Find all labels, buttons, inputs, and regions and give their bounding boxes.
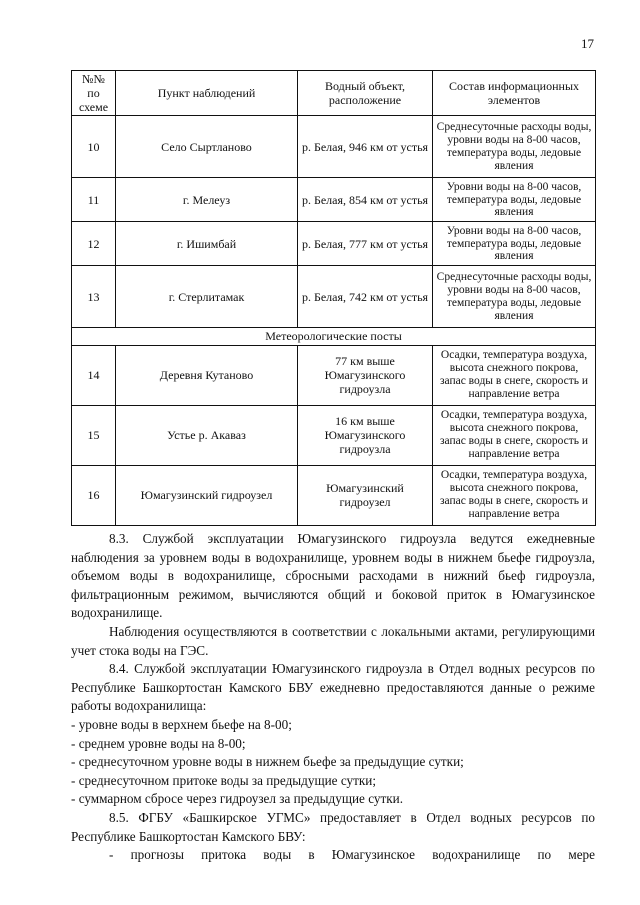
table-header-row <box>72 71 596 116</box>
cell-elements: Среднесуточные расходы воды, уровни воды на 8-00 часов, температура воды, ледовые явления <box>433 116 596 178</box>
list-item: - среднем уровне воды на 8-00; <box>71 735 246 751</box>
table-row <box>72 345 596 405</box>
cell-elements: Осадки, температура воздуха, высота снежного покрова, запас воды в снеге, скорость и направление ветра <box>433 465 596 525</box>
cell-num: 13 <box>72 266 116 328</box>
table-row <box>72 465 596 525</box>
cell-num: 15 <box>72 405 116 465</box>
paragraph-8-5: 8.5. ФГБУ «Башкирское УГМС» предоставляет в Отдел водных ресурсов по Республике Башкортостан Камского БВУ: <box>71 809 595 844</box>
header-object: Водный объект, расположение <box>298 71 433 116</box>
list-item: - суммарном сбросе через гидроузел за предыдущие сутки. <box>71 791 403 807</box>
section-title-meteo: Метеорологические посты <box>72 328 596 345</box>
cell-num: 10 <box>72 116 116 178</box>
paragraph-8-3-note: Наблюдения осуществляются в соответствии с локальными актами, регулирующими учет стока воды на ГЭС. <box>71 623 595 658</box>
table-row <box>72 222 596 266</box>
paragraph-8-3: 8.3. Службой эксплуатации Юмагузинского гидроузла ведутся ежедневные наблюдения за уровнем воды в водохранилище, уровнем воды в нижнем бьефе гидроузла, объемом воды в водохранилище, сбросными расходами в нижний бьеф гидроузла, фильтрационным режимом, вычисляются общий и боковой приток в Юмагузинское водохранилище. <box>71 531 595 621</box>
cell-object: Юмагузинский гидроузел <box>298 465 433 525</box>
cell-elements: Осадки, температура воздуха, высота снежного покрова, запас воды в снеге, скорость и направление ветра <box>433 405 596 465</box>
list-item: - уровне воды в верхнем бьефе на 8-00; <box>71 716 292 732</box>
list-item: - среднесуточном притоке воды за предыдущие сутки; <box>71 772 376 788</box>
list-item: - среднесуточном уровне воды в нижнем бьефе за предыдущие сутки; <box>71 754 464 770</box>
page-number: 17 <box>581 36 594 51</box>
cell-num: 11 <box>72 178 116 222</box>
cell-object: р. Белая, 946 км от устья <box>298 116 433 178</box>
cell-elements: Осадки, температура воздуха, высота снежного покрова, запас воды в снеге, скорость и направление ветра <box>433 345 596 405</box>
cell-point: Устье р. Акаваз <box>116 405 298 465</box>
table-row <box>72 405 596 465</box>
cell-elements: Уровни воды на 8-00 часов, температура воды, ледовые явления <box>433 178 596 222</box>
cell-elements: Среднесуточные расходы воды, уровни воды на 8-00 часов, температура воды, ледовые явления <box>433 266 596 328</box>
table-row <box>72 178 596 222</box>
cell-point: г. Стерлитамак <box>116 266 298 328</box>
cell-object: 77 км выше Юмагузинского гидроузла <box>298 345 433 405</box>
cell-object: 16 км выше Юмагузинского гидроузла <box>298 405 433 465</box>
cell-point: Село Сыртланово <box>116 116 298 178</box>
cell-object: р. Белая, 742 км от устья <box>298 266 433 328</box>
section-row-meteo <box>72 328 596 345</box>
cell-point: Деревня Кутаново <box>116 345 298 405</box>
paragraph-8-5-item: - прогнозы притока воды в Юмагузинское водохранилище по мере <box>109 847 595 863</box>
cell-elements: Уровни воды на 8-00 часов, температура воды, ледовые явления <box>433 222 596 266</box>
paragraph-8-4: 8.4. Службой эксплуатации Юмагузинского гидроузла в Отдел водных ресурсов по Республике Башкортостан Камского БВУ ежедневно предоставляются данные о режиме работы водохранилища: <box>71 661 595 714</box>
cell-num: 16 <box>72 465 116 525</box>
body-text <box>71 530 595 865</box>
cell-point: г. Мелеуз <box>116 178 298 222</box>
observation-points-table <box>71 70 596 526</box>
cell-object: р. Белая, 777 км от устья <box>298 222 433 266</box>
header-elements: Состав информационных элементов <box>433 71 596 116</box>
cell-num: 14 <box>72 345 116 405</box>
cell-point: Юмагузинский гидроузел <box>116 465 298 525</box>
table-row <box>72 116 596 178</box>
cell-point: г. Ишимбай <box>116 222 298 266</box>
header-num: №№ по схеме <box>72 71 116 116</box>
table-row <box>72 266 596 328</box>
cell-object: р. Белая, 854 км от устья <box>298 178 433 222</box>
cell-num: 12 <box>72 222 116 266</box>
header-point: Пункт наблюдений <box>116 71 298 116</box>
